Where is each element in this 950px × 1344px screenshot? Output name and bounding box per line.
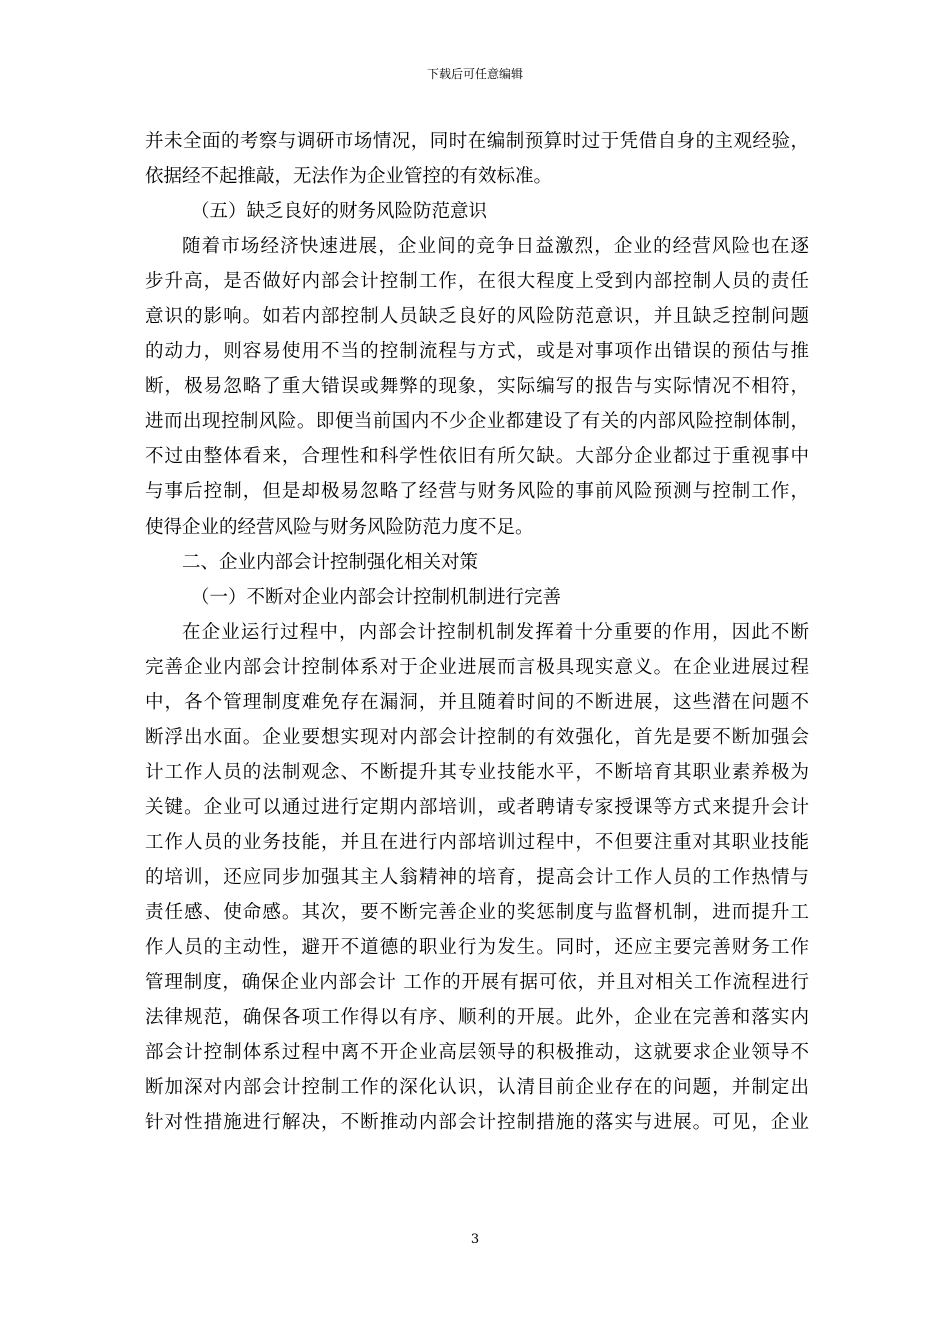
text-line: 依据经不起推敲，无法作为企业管控的有效标准。: [145, 166, 553, 188]
text-line: 意识的影响。如若内部控制人员缺乏良好的风险防范意识，并且缺乏控制问题: [145, 306, 809, 328]
text-line: 不过由整体看来，合理性和科学性依旧有所欠缺。大部分企业都过于重视事中: [145, 446, 809, 468]
text-line: 部会计控制体系过程中离不开企业高层领导的积极推动，这就要求企业领导不: [145, 1042, 809, 1064]
section-heading: （一）不断对企业内部会计控制机制进行完善: [191, 586, 562, 608]
text-line: 进而出现控制风险。即便当前国内不少企业都建设了有关的内部风险控制体制，: [145, 411, 809, 433]
text-line: 中，各个管理制度难免存在漏洞，并且随着时间的不断进展，这些潜在问题不: [145, 691, 809, 713]
text-line: 与事后控制，但是却极易忽略了经营与财务风险的事前风险预测与控制工作，: [145, 481, 809, 503]
text-line: 工作人员的业务技能，并且在进行内部培训过程中，不但要注重对其职业技能: [145, 831, 809, 853]
section-heading: 二、企业内部会计控制强化相关对策: [182, 551, 479, 573]
text-line: 断浮出水面。企业要想实现对内部会计控制的有效强化，首先是要不断加强会: [145, 726, 809, 748]
text-line: 步升高，是否做好内部会计控制工作，在很大程度上受到内部控制人员的责任: [145, 271, 809, 293]
text-line: 并未全面的考察与调研市场情况，同时在编制预算时过于凭借自身的主观经验，: [145, 131, 809, 152]
text-line: 法律规范，确保各项工作得以有序、顺利的开展。此外，企业在完善和落实内: [145, 1007, 809, 1029]
text-line: 的培训，还应同步加强其主人翁精神的培育，提高会计工作人员的工作热情与: [145, 866, 809, 888]
text-line: 作人员的主动性，避开不道德的职业行为发生。同时，还应主要完善财务工作: [145, 937, 809, 959]
page-number: 3: [470, 1232, 480, 1247]
text-line: 断，极易忽略了重大错误或舞弊的现象，实际编写的报告与实际情况不相符，: [145, 376, 809, 398]
text-line: 管理制度，确保企业内部会计 工作的开展有据可依，并且对相关工作流程进行: [145, 972, 809, 994]
text-line: 责任感、使命感。其次，要不断完善企业的奖惩制度与监督机制，进而提升工: [145, 902, 809, 924]
text-line: 使得企业的经营风险与财务风险防范力度不足。: [145, 516, 534, 538]
page-header: 下载后可任意编辑: [426, 67, 523, 81]
text-line: 随着市场经济快速进展，企业间的竞争日益激烈，企业的经营风险也在逐: [182, 236, 809, 258]
text-line: 关键。企业可以通过进行定期内部培训，或者聘请专家授课等方式来提升会计: [145, 796, 809, 818]
text-line: 完善企业内部会计控制体系对于企业进展而言极具现实意义。在企业进展过程: [145, 656, 809, 678]
text-line: 断加深对内部会计控制工作的深化认识，认清目前企业存在的问题，并制定出: [145, 1077, 809, 1099]
text-line: 针对性措施进行解决，不断推动内部会计控制措施的落实与进展。可见，企业: [145, 1112, 809, 1134]
document-body: [145, 124, 809, 1140]
text-line: 在企业运行过程中，内部会计控制机制发挥着十分重要的作用，因此不断: [182, 621, 809, 643]
text-line: 计工作人员的法制观念、不断提升其专业技能水平，不断培育其职业素养极为: [145, 761, 809, 783]
section-heading: （五）缺乏良好的财务风险防范意识: [191, 201, 488, 223]
text-line: 的动力，则容易使用不当的控制流程与方式，或是对事项作出错误的预估与推: [145, 341, 809, 363]
